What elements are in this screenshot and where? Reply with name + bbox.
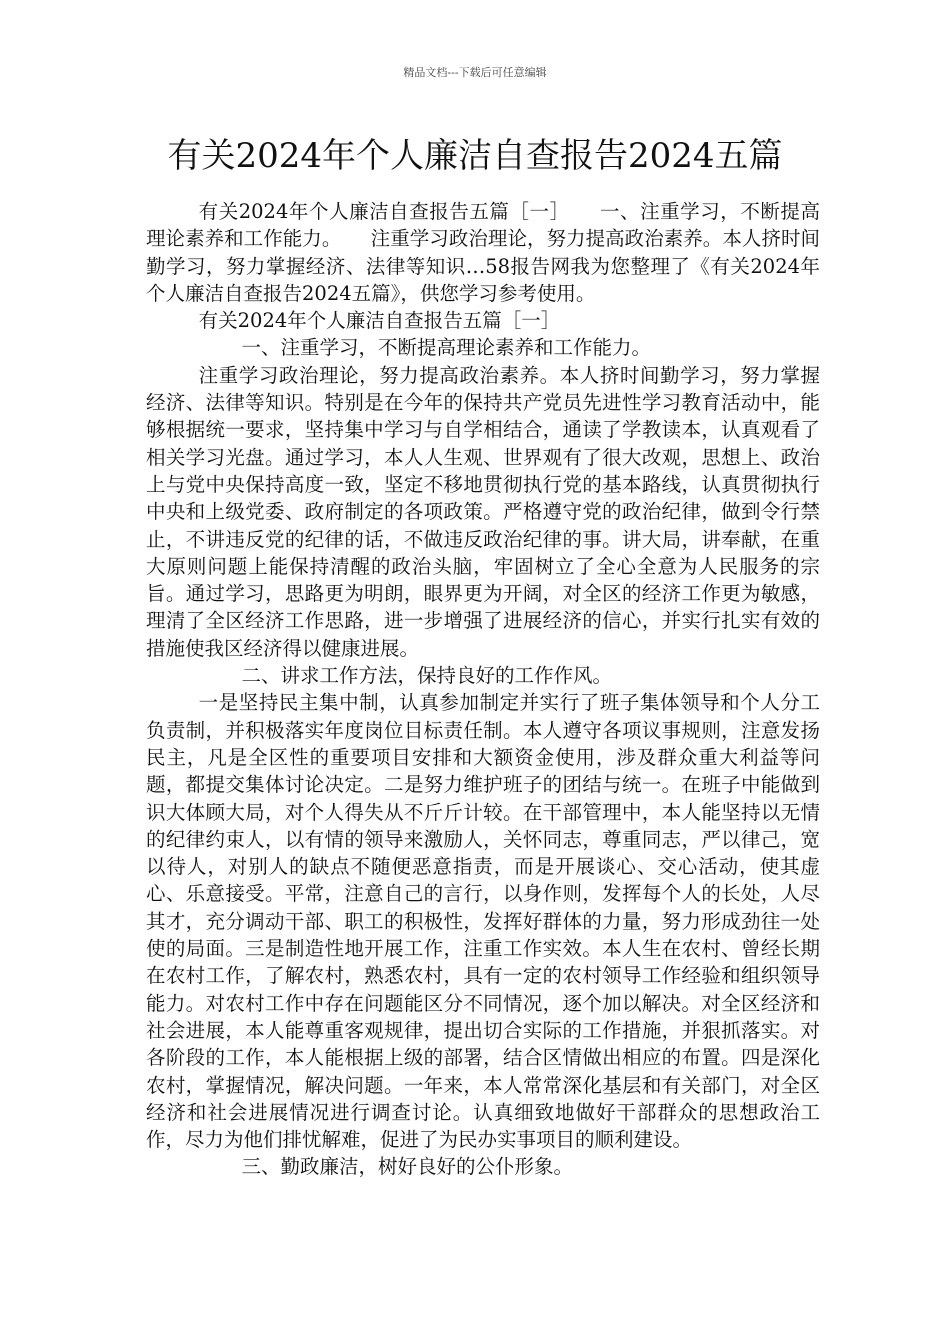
- heading-3: 三、勤政廉洁，树好良好的公仆形象。: [241, 1155, 574, 1179]
- paragraph-1: 注重学习政治理论，努力提高政治素养。本人挤时间勤学习，努力掌握经济、法律等知识。特别是在今年的保持共产党员先进性学习教育活动中，能够根据统一要求，坚持集中学习与自学相结合，通读了学教读本，认真观看了相关学习光盘。通过学习，本人人生观、世界观有了很大改观，思想上、政治上与党中央保持高度一致，坚定不移地贯彻执行党的基本路线，认真贯彻执行中央和上级党委、政府制定的各项政策。严格遵守党的政治纪律，做到令行禁止，不讲违反党的纪律的话，不做违反政治纪律的事。讲大局，讲奉献，在重大原则问题上能保持清醒的政治头脑，牢固树立了全心全意为人民服务的宗旨。通过学习，思路更为明朗，眼界更为开阔，对全区的经济工作更为敏感，理清了全区经济工作思路，进一步增强了进展经济的信心，并实行扎实有效的措施使我区经济得以健康进展。: [146, 363, 820, 660]
- paragraph-2: 一是坚持民主集中制，认真参加制定并实行了班子集体领导和个人分工负责制，并积极落实年度岗位目标责任制。本人遵守各项议事规则，注意发扬民主，凡是全区性的重要项目安排和大额资金使用，涉及群众重大利益等问题，都提交集体讨论决定。二是努力维护班子的团结与统一。在班子中能做到识大体顾大局，对个人得失从不斤斤计较。在干部管理中，本人能坚持以无情的纪律约束人，以有情的领导来激励人，关怀同志，尊重同志，严以律己，宽以待人，对别人的缺点不随便恶意指责，而是开展谈心、交心活动，使其虚心、乐意接受。平常，注意自己的言行，以身作则，发挥每个人的长处，人尽其才，充分调动干部、职工的积极性，发挥好群体的力量，努力形成劲往一处使的局面。三是制造性地开展工作，注重工作实效。本人生在农村、曾经长期在农村工作，了解农村，熟悉农村，具有一定的农村领导工作经验和组织领导能力。对农村工作中存在问题能区分不同情况，逐个加以解决。对全区经济和社会进展，本人能尊重客观规律，提出切合实际的工作措施，并狠抓落实。对各阶段的工作，本人能根据上级的部署，结合区情做出相应的布置。四是深化农村，掌握情况，解决问题。一年来，本人常常深化基层和有关部门，对全区经济和社会进展情况进行调查讨论。认真细致地做好干部群众的思想政治工作，尽力为他们排忧解难，促进了为民办实事项目的顺利建设。: [146, 691, 820, 1152]
- intro-paragraph: 有关2024年个人廉洁自查报告五篇［一］ 一、注重学习，不断提高理论素养和工作能力。 注重学习政治理论，努力提高政治素养。本人挤时间勤学习，努力掌握经济、法律等知识…58报告网我为您整理了《有关2024年个人廉洁自查报告2024五篇》，供您学习参考使用。: [146, 200, 820, 305]
- document-title: 有关2024年个人廉洁自查报告2024五篇: [167, 136, 783, 176]
- document-body: [146, 198, 820, 1181]
- heading-2: 二、讲求工作方法，保持良好的工作作风。: [241, 664, 613, 688]
- heading-1: 一、注重学习，不断提高理论素养和工作能力。: [241, 336, 652, 360]
- section-subtitle: 有关2024年个人廉洁自查报告五篇［一］: [198, 309, 561, 333]
- page-header: 精品文档---下载后可任意编辑: [403, 66, 547, 79]
